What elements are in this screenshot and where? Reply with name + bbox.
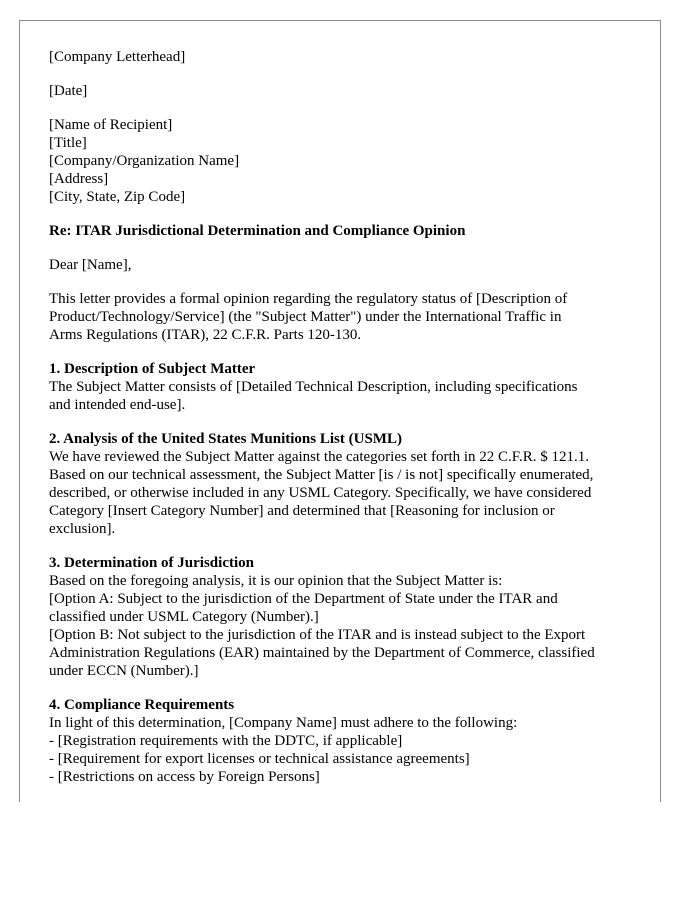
- section-compliance: [49, 696, 639, 786]
- section-line: exclusion].: [49, 521, 116, 537]
- section-usml-analysis: [49, 430, 639, 538]
- recipient-name: [Name of Recipient]: [49, 117, 173, 133]
- section-heading: 4. Compliance Requirements: [49, 697, 235, 713]
- section-line: We have reviewed the Subject Matter against the categories set forth in 22 C.F.R. $ 121.1.: [49, 449, 589, 465]
- section-line: classified under USML Category (Number).]: [49, 609, 319, 625]
- subject-line: Re: ITAR Jurisdictional Determination and Compliance Opinion: [49, 223, 466, 239]
- section-line: and intended end-use].: [49, 397, 186, 413]
- subject-block: [49, 222, 639, 240]
- recipient-company: [Company/Organization Name]: [49, 153, 240, 169]
- section-line: [Option A: Subject to the jurisdiction of the Department of State under the ITAR and: [49, 591, 558, 607]
- section-description: [49, 360, 639, 414]
- recipient-address: [Address]: [49, 171, 109, 187]
- section-heading: 2. Analysis of the United States Munitions List (USML): [49, 431, 402, 447]
- section-line: Category [Insert Category Number] and determined that [Reasoning for inclusion or: [49, 503, 555, 519]
- company-letterhead: [Company Letterhead]: [49, 49, 186, 65]
- intro-line: Product/Technology/Service] (the "Subject Matter") under the International Traffic in: [49, 309, 562, 325]
- list-item: - [Restrictions on access by Foreign Persons]: [49, 769, 320, 785]
- letterhead-block: [49, 48, 639, 66]
- letter-content: [49, 48, 639, 802]
- section-line: The Subject Matter consists of [Detailed Technical Description, including specifications: [49, 379, 578, 395]
- section-line: described, or otherwise included in any USML Category. Specifically, we have considered: [49, 485, 592, 501]
- section-jurisdiction: [49, 554, 639, 680]
- salutation: Dear [Name],: [49, 257, 132, 273]
- recipient-block: [49, 116, 639, 206]
- intro-line: Arms Regulations (ITAR), 22 C.F.R. Parts 120-130.: [49, 327, 362, 343]
- section-line: Administration Regulations (EAR) maintained by the Department of Commerce, classified: [49, 645, 595, 661]
- section-line: In light of this determination, [Company Name] must adhere to the following:: [49, 715, 518, 731]
- letter-page: [19, 20, 661, 802]
- list-item: - [Registration requirements with the DDTC, if applicable]: [49, 733, 403, 749]
- date-block: [49, 82, 639, 100]
- section-line: Based on the foregoing analysis, it is our opinion that the Subject Matter is:: [49, 573, 503, 589]
- recipient-title: [Title]: [49, 135, 87, 151]
- section-heading: 3. Determination of Jurisdiction: [49, 555, 254, 571]
- list-item: - [Requirement for export licenses or technical assistance agreements]: [49, 751, 470, 767]
- section-line: under ECCN (Number).]: [49, 663, 199, 679]
- section-line: Based on our technical assessment, the Subject Matter [is / is not] specifically enumerated,: [49, 467, 594, 483]
- section-line: [Option B: Not subject to the jurisdiction of the ITAR and is instead subject to the Export: [49, 627, 586, 643]
- recipient-city-state-zip: [City, State, Zip Code]: [49, 189, 186, 205]
- salutation-block: [49, 256, 639, 274]
- intro-paragraph: [49, 290, 639, 344]
- letter-date: [Date]: [49, 83, 88, 99]
- section-heading: 1. Description of Subject Matter: [49, 361, 256, 377]
- intro-line: This letter provides a formal opinion regarding the regulatory status of [Description of: [49, 291, 568, 307]
